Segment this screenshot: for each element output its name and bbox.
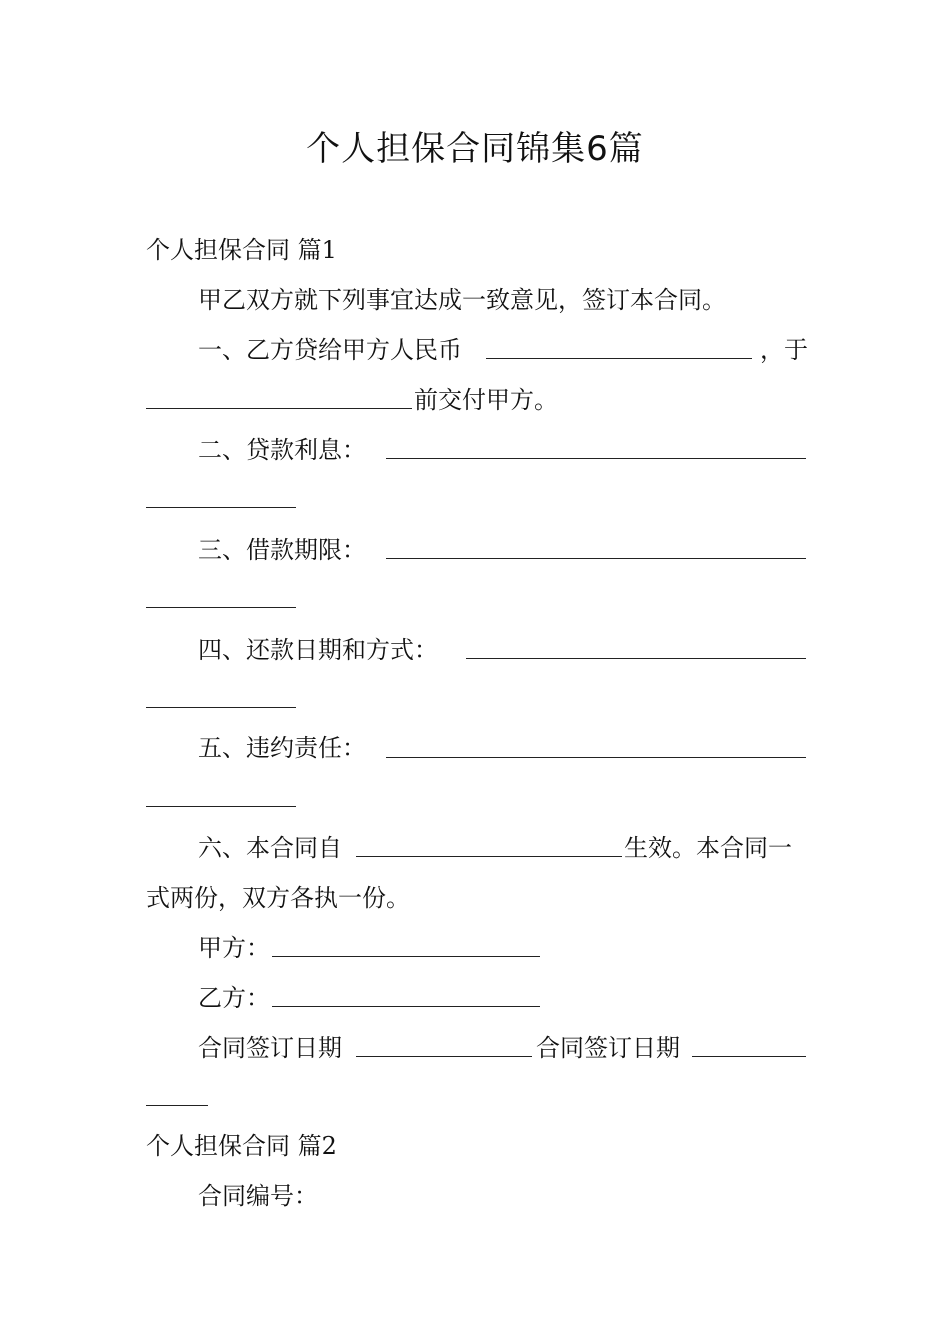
item-1-amount-blank bbox=[486, 358, 752, 359]
party-a-blank bbox=[272, 956, 540, 957]
item-5-blank-cont bbox=[146, 806, 296, 807]
sign-date-label-1: 合同签订日期 bbox=[198, 1034, 342, 1062]
item-5-blank bbox=[386, 757, 806, 758]
item-2-blank bbox=[386, 458, 806, 459]
sign-date-label-2: 合同签订日期 bbox=[536, 1034, 680, 1062]
section-heading-1: 个人担保合同 篇1 bbox=[146, 236, 337, 264]
section-heading-2: 个人担保合同 篇2 bbox=[146, 1132, 337, 1160]
document-title: 个人担保合同锦集6篇 bbox=[306, 129, 644, 169]
item-4-label: 四、还款日期和方式： bbox=[198, 636, 438, 664]
item-1-line bbox=[198, 332, 462, 368]
item-3-blank-cont bbox=[146, 607, 296, 608]
item-2-label: 二、贷款利息： bbox=[198, 436, 366, 464]
item-1-suffix: 前交付甲方。 bbox=[414, 386, 558, 414]
item-3-blank bbox=[386, 558, 806, 559]
sign-date-blank-2-cont bbox=[146, 1105, 208, 1106]
item-2-blank-cont bbox=[146, 507, 296, 508]
item-6-continuation: 式两份，双方各执一份。 bbox=[146, 884, 410, 912]
party-b-label: 乙方： bbox=[198, 984, 270, 1012]
item-1-mid: ，于 bbox=[760, 336, 808, 364]
item-6-date-blank bbox=[356, 856, 622, 857]
item-6-prefix: 六、本合同自 bbox=[198, 834, 342, 862]
item-1-date-blank bbox=[146, 408, 412, 409]
party-b-blank bbox=[272, 1006, 540, 1007]
item-1-prefix: 一、乙方贷给甲方人民币 bbox=[198, 336, 462, 364]
sign-date-blank-2 bbox=[692, 1056, 806, 1057]
contract-number-label: 合同编号： bbox=[198, 1182, 318, 1210]
sign-date-blank-1 bbox=[356, 1056, 532, 1057]
item-4-blank-cont bbox=[146, 707, 296, 708]
item-4-blank bbox=[466, 658, 806, 659]
item-5-label: 五、违约责任： bbox=[198, 734, 366, 762]
intro-paragraph: 甲乙双方就下列事宜达成一致意见，签订本合同。 bbox=[198, 286, 726, 314]
item-3-label: 三、借款期限： bbox=[198, 536, 366, 564]
party-a-label: 甲方： bbox=[198, 934, 270, 962]
item-6-suffix: 生效。本合同一 bbox=[624, 834, 792, 862]
